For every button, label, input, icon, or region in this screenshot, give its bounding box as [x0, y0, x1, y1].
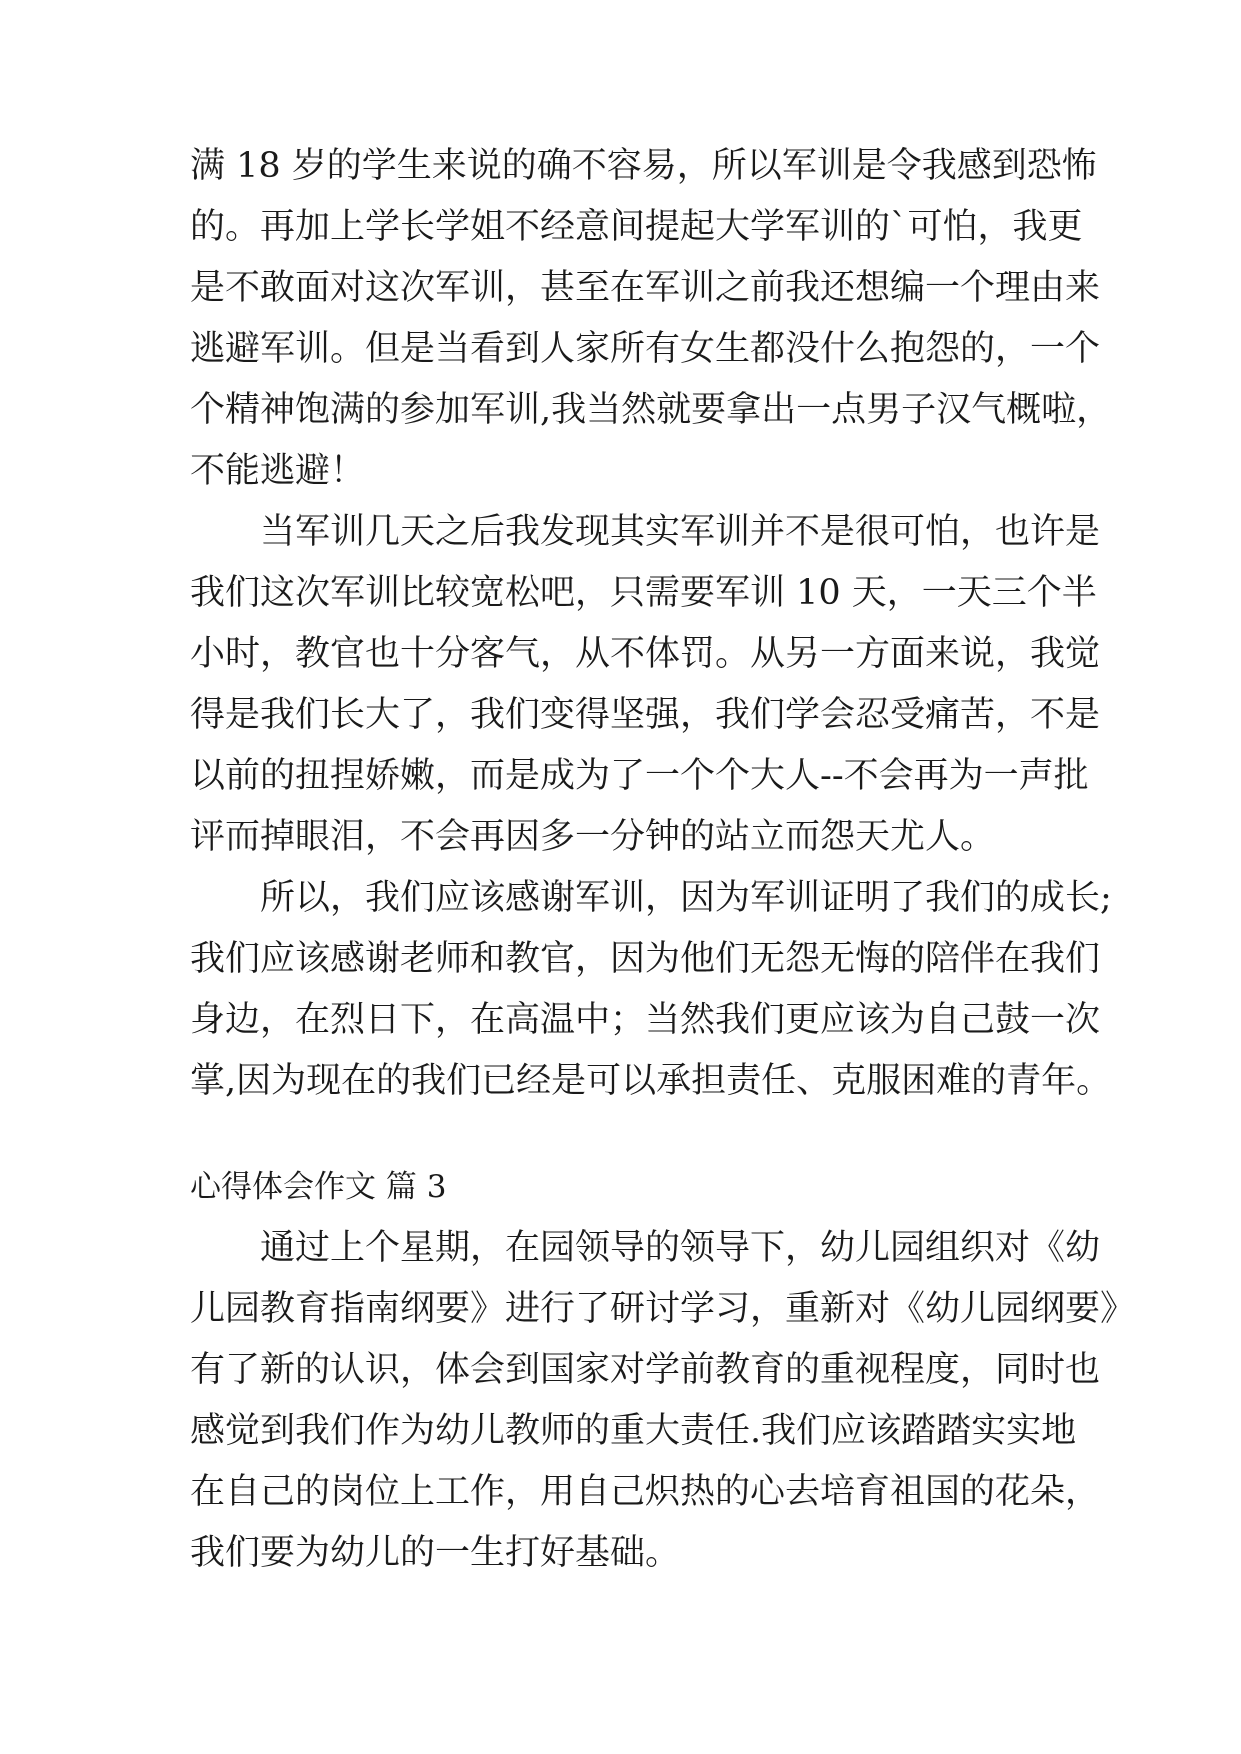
text-line: 身边，在烈日下，在高温中；当然我们更应该为自己鼓一次: [190, 1000, 1101, 1040]
text-line: 评而掉眼泪，不会再因多一分钟的站立而怨天尤人。: [190, 817, 996, 857]
paragraph-first-line: 所以，我们应该感谢军训，因为军训证明了我们的成长;: [260, 878, 1112, 918]
text-line: 在自己的岗位上工作，用自己炽热的心去培育祖国的花朵，: [190, 1472, 1101, 1512]
text-line: 得是我们长大了，我们变得坚强，我们学会忍受痛苦，不是: [190, 695, 1101, 735]
text-line: 逃避军训。但是当看到人家所有女生都没什么抱怨的，一个: [190, 329, 1101, 369]
text-line: 满 18 岁的学生来说的确不容易，所以军训是令我感到恐怖: [190, 146, 1097, 186]
text-line: 我们应该感谢老师和教官，因为他们无怨无悔的陪伴在我们: [190, 939, 1101, 979]
text-line: 我们要为幼儿的一生打好基础。: [190, 1533, 681, 1573]
text-line: 以前的扭捏娇嫩，而是成为了一个个大人--不会再为一声批: [190, 756, 1089, 796]
text-line: 感觉到我们作为幼儿教师的重大责任.我们应该踏踏实实地: [190, 1411, 1077, 1451]
text-line: 儿园教育指南纲要》进行了研讨学习，重新对《幼儿园纲要》: [190, 1289, 1136, 1329]
paragraph-first-line: 当军训几天之后我发现其实军训并不是很可怕，也许是: [260, 512, 1101, 552]
paragraph-first-line: 通过上个星期，在园领导的领导下，幼儿园组织对《幼: [260, 1228, 1101, 1268]
text-line: 掌,因为现在的我们已经是可以承担责任、克服困难的青年。: [190, 1061, 1112, 1101]
text-line: 不能逃避！: [190, 451, 366, 491]
text-line: 有了新的认识，体会到国家对学前教育的重视程度，同时也: [190, 1350, 1101, 1390]
text-line: 的。再加上学长学姐不经意间提起大学军训的`可怕，我更: [190, 207, 1083, 247]
text-line: 小时，教官也十分客气，从不体罚。从另一方面来说，我觉: [190, 634, 1101, 674]
text-line: 是不敢面对这次军训，甚至在军训之前我还想编一个理由来: [190, 268, 1101, 308]
text-line: 我们这次军训比较宽松吧，只需要军训 10 天，一天三个半: [190, 573, 1097, 613]
text-line: 个精神饱满的参加军训,我当然就要拿出一点男子汉气概啦，: [190, 390, 1112, 430]
section-heading: 心得体会作文 篇 3: [190, 1169, 447, 1205]
